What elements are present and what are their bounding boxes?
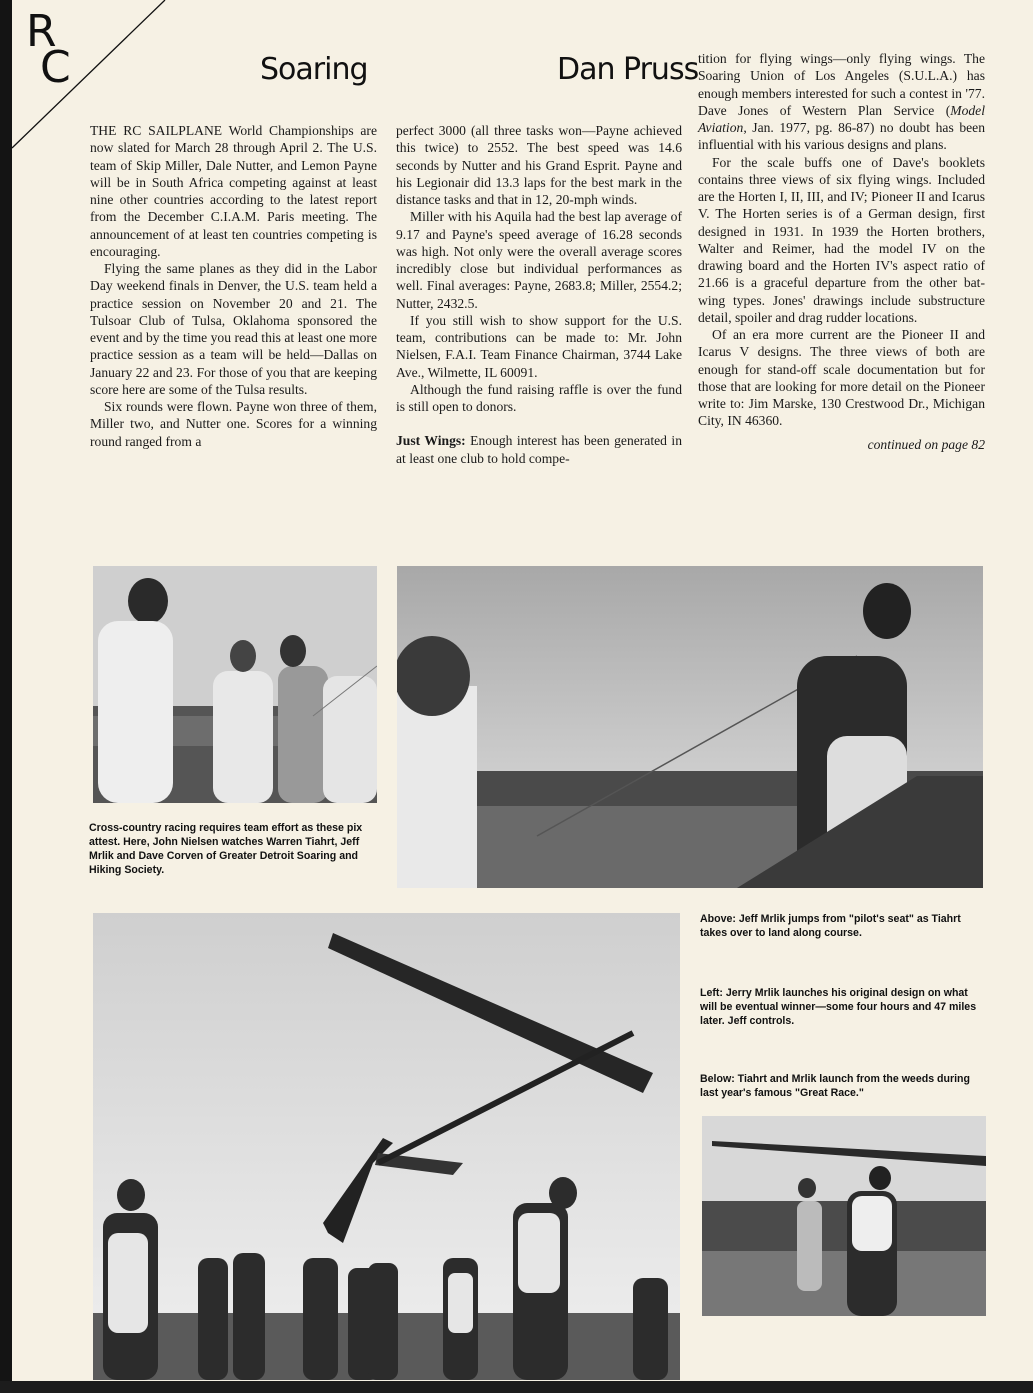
paragraph: Flying the same planes as they did in the Labor Day weekend finals in Denver, the U.S. team held a practice session on November 20 and 21. The Tulsoar Club of Tulsa, Oklahoma sponsored the event and by the time you read this at least one more practice session as a team will be held—Dallas on January 22 and 23. For those of you that are keeping score here are some of the Tulsa results. xyxy=(90,261,377,397)
text: , Jan. 1977, pg. 86-87) no doubt has been influential with his various designs and plans. xyxy=(698,120,985,153)
text: tition for flying wings—only flying wings. The Soaring Union of Los Angeles (S.U.L.A.) has enough members interested for such a contest in '77. Dave Jones of Western Plan Service ( xyxy=(698,51,985,118)
subhead: Just Wings: xyxy=(396,433,466,449)
article-column-1 xyxy=(90,122,377,450)
paragraph: perfect 3000 (all three tasks won—Payne achieved this twice) to 2552. The best speed was 14.6 seconds by Nutter and his Grand Esprit. Payne and his Legionair did 13.3 laps for the best mark in the distance tasks and that in 12, 20-mph winds. xyxy=(396,123,682,207)
page-edge-left xyxy=(0,0,12,1393)
paragraph: Although the fund raising raffle is over the fund is still open to donors. xyxy=(396,381,682,414)
caption-team: Cross-country racing requires team effort as these pix attest. Here, John Nielsen watches Warren Tiahrt, Jeff Mrlik and Dave Corven of Greater Detroit Soaring and Hiking Society. xyxy=(89,822,363,876)
paragraph: If you still wish to show support for the U.S. team, contributions can be made to: Mr. John Nielsen, F.A.I. Team Finance Chairman, 3744 Lake Ave., Wilmette, IL 60091. xyxy=(396,312,682,380)
caption-left: Left: Jerry Mrlik launches his original design on what will be eventual winner—some four hours and 47 miles later. Jeff controls. xyxy=(700,987,977,1027)
photo-launch xyxy=(93,913,680,1380)
section-title: Soaring xyxy=(260,52,368,87)
rc-logo: R C xyxy=(26,6,71,93)
article-column-3 xyxy=(698,50,985,453)
author-name: Dan Pruss xyxy=(557,52,699,87)
paragraph-just-wings xyxy=(396,432,682,467)
caption-above: Above: Jeff Mrlik jumps from "pilot's seat" as Tiahrt takes over to land along course. xyxy=(700,913,961,939)
paragraph: For the scale buffs one of Dave's booklets contains three views of six flying wings. Included are the Horten I, II, III, and IV; Pioneer II and Icarus V. The Horten series is of a German design, first designed in 1931. In 1939 the Horten brothers, Walter and Reimer, had the model IV on the drawing board and the Horten IV's aspect ratio of 21.66 is a graceful departure from the other bat-wing types. Jones' drawings include substructure detail, spoiler and drag rudder locations. xyxy=(698,154,985,325)
continued-note: continued on page 82 xyxy=(867,436,985,452)
caption-below: Below: Tiahrt and Mrlik launch from the weeds during last year's famous "Great Race." xyxy=(700,1073,970,1099)
paragraph: Six rounds were flown. Payne won three of them, Miller two, and Nutter one. Scores for a winning round ranged from a xyxy=(90,399,377,449)
photo-pilot-seat xyxy=(397,566,983,888)
paragraph: THE RC SAILPLANE World Championships are now slated for March 28 through April 2. The U.S. team of Skip Miller, Dale Nutter, and Lemon Payne will be in South Africa competing against at least nine other countries according to the latest report from the December C.I.A.M. Paris meeting. The announcement of at least ten countries competing is encouraging. xyxy=(90,123,377,259)
paragraph: Miller with his Aquila had the best lap average of 9.17 and Payne's speed average of 16.28 seconds was high. Not only were the overall average scores incredibly close but individual performances as well. Final averages: Payne, 2683.8; Miller, 2554.2; Nutter, 2432.5. xyxy=(396,209,682,311)
article-column-2 xyxy=(396,122,682,467)
photo-great-race xyxy=(702,1116,986,1316)
paragraph xyxy=(698,50,985,154)
page-edge-bottom xyxy=(0,1381,1033,1393)
photo-team-watching xyxy=(93,566,377,803)
paragraph: Of an era more current are the Pioneer II and Icarus V designs. The three views of both are enough for stand-off scale documentation but for those that are looking for more detail on the Pioneer write to: Jim Marske, 130 Crestwood Dr., Michigan City, IN 46360. xyxy=(698,327,985,429)
publication-title: Model Aviation xyxy=(698,102,985,135)
subhead-text: Enough interest has been generated in at least one club to hold compe- xyxy=(396,433,682,466)
